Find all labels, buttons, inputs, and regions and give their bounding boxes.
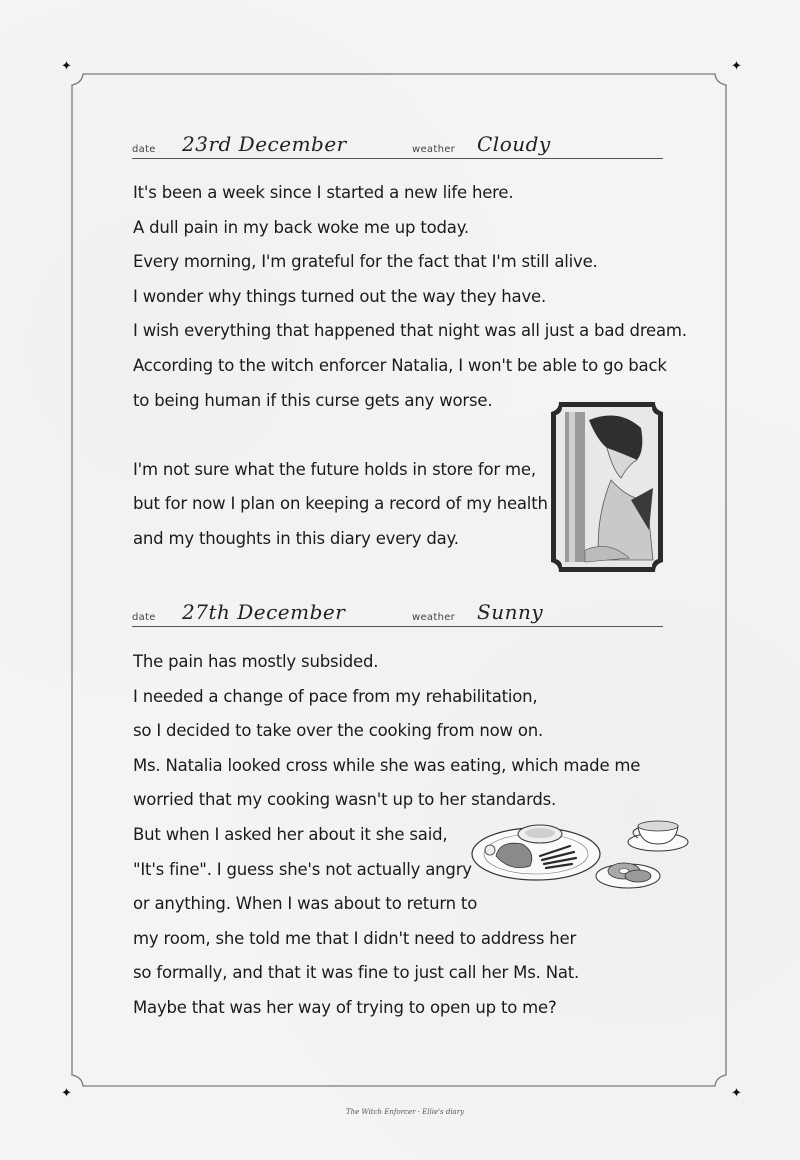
date-value: 27th December	[182, 600, 346, 624]
meal-illustration	[470, 812, 690, 892]
corner-star-icon: ✦	[61, 1086, 72, 1101]
corner-star-icon: ✦	[731, 59, 742, 74]
corner-star-icon: ✦	[731, 1086, 742, 1101]
weather-label: weather	[412, 612, 456, 623]
diary-line: It's been a week since I started a new life here.	[133, 183, 514, 202]
diary-line: The pain has mostly subsided.	[133, 652, 379, 671]
diary-line: but for now I plan on keeping a record of my health	[133, 494, 548, 514]
diary-line: Every morning, I'm grateful for the fact that I'm still alive.	[133, 252, 598, 272]
footer-signature: The Witch Enforcer · Ellie's diary	[345, 1108, 465, 1116]
diary-line: Maybe that was her way of trying to open up to me?	[133, 997, 557, 1017]
corner-star-icon: ✦	[61, 59, 72, 74]
diary-line: or anything. When I was about to return to	[133, 894, 478, 914]
diary-line: I needed a change of pace from my rehabilitation,	[133, 686, 538, 706]
date-label: date	[132, 612, 156, 623]
diary-line: A dull pain in my back woke me up today.	[133, 217, 469, 237]
entry-header	[132, 598, 663, 627]
date-label: date	[132, 144, 156, 155]
diary-line: to being human if this curse gets any worse.	[133, 390, 493, 410]
entry-header	[132, 130, 663, 159]
diary-line: According to the witch enforcer Natalia, I won't be able to go back	[133, 355, 667, 375]
diary-line: my room, she told me that I didn't need to address her	[133, 928, 577, 948]
weather-label: weather	[412, 144, 456, 155]
diary-line: so formally, and that it was fine to just call her Ms. Nat.	[133, 963, 580, 983]
diary-line: I wish everything that happened that night was all just a bad dream.	[133, 321, 687, 341]
diary-line: and my thoughts in this diary every day.	[133, 528, 459, 548]
weather-value: Sunny	[477, 600, 544, 624]
diary-line: so I decided to take over the cooking from now on.	[133, 721, 544, 741]
diary-line: "It's fine". I guess she's not actually angry	[133, 859, 472, 879]
weather-value: Cloudy	[477, 132, 551, 156]
diary-line: But when I asked her about it she said,	[133, 824, 448, 844]
diary-line: I wonder why things turned out the way they have.	[133, 286, 547, 306]
portrait-illustration	[549, 400, 665, 574]
diary-line: Ms. Natalia looked cross while she was eating, which made me	[133, 755, 641, 775]
date-value: 23rd December	[182, 132, 347, 156]
diary-line: I'm not sure what the future holds in store for me,	[133, 459, 536, 479]
diary-line: worried that my cooking wasn't up to her standards.	[133, 790, 557, 810]
